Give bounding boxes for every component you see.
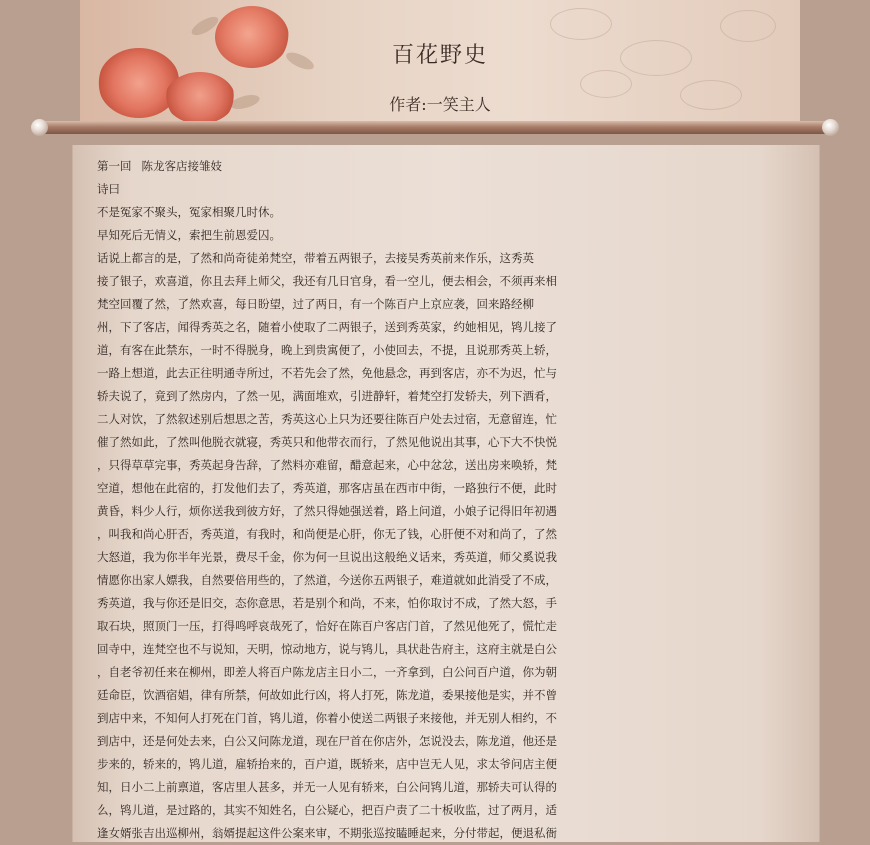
scroll-rod-knob-right (822, 119, 839, 136)
text-line: 梵空回覆了然，了然欢喜，每日盼望，过了两日，有一个陈百户上京应袭，回来路经柳 (97, 297, 534, 311)
chapter-text (97, 155, 799, 845)
text-line: 到店中，还是何处去来，白公又问陈龙道，现在尸首在你店外，怎说没去，陈龙道，他还是 (97, 734, 557, 748)
scroll-rod (40, 121, 830, 134)
text-line: 一路上想道，此去正往明通寺所过，不若先会了然，免他悬念，再到客店，亦不为迟，忙与 (97, 366, 557, 380)
book-title: 百花野史 (391, 43, 488, 68)
text-line: 大怒道，我为你半年光景，费尽千金，你为何一旦说出这般绝义话来，秀英道，师父奚说我 (97, 550, 557, 564)
text-line: 到店中来，不知何人打死在门首，鸨儿道，你着小使送二两银子来接他，并无别人相约，不 (97, 711, 557, 725)
text-line: ，只得草草完事，秀英起身告辞，了然料亦难留，醋意起来，心中忿忿，送出房来唤轿，梵 (97, 458, 557, 472)
text-line: ，叫我和尚心肝否，秀英道，有我时，和尚便是心肝，你无了钱，心肝便不对和尚了，了然 (97, 527, 557, 541)
book-author: 作者:一笑主人 (389, 95, 491, 114)
text-line: 催了然如此，了然叫他脱衣就寝，秀英只和他带衣而行，了然见他说出其事，心下大不快悦 (97, 435, 557, 449)
text-line: 轿夫说了，竟到了然房内，了然一见，满面堆欢，引进静轩，着梵空打发轿夫，列下酒肴， (97, 389, 557, 403)
text-line: 情愿你出家人嫖我，自然要倍用些的，了然道，今送你五两银子，难道就如此消受了不成， (97, 573, 557, 587)
text-line: 步来的，轿来的，鸨儿道，雇轿抬来的，百户道，既轿来，店中岂无人见，求太爷问店主便 (97, 757, 557, 771)
text-line: 廷命臣，饮酒宿娼，律有所禁，何故如此行凶，将人打死，陈龙道，委果接他是实，并不曾 (97, 688, 557, 702)
text-line: 州，下了客店，闻得秀英之名，随着小使取了二两银子，送到秀英家，约她相见，鸨儿接了 (97, 320, 557, 334)
text-line: 诗曰 (97, 182, 120, 196)
chapter-title: 陈龙客店接雏妓 (141, 159, 222, 173)
text-line: 秀英道，我与你还是旧交，态你意思，若是别个和尚，不来，怕你取讨不成，了然大怒，手 (97, 596, 557, 610)
header-banner (80, 0, 800, 122)
text-line: 取石块，照顶门一压，打得鸣呼哀哉死了，恰好在陈百户客店门首，了然见他死了，慌忙走 (97, 619, 557, 633)
text-line: 接了银子，欢喜道，你且去拜上师父，我还有几日官身，看一空儿，便去相会，不须再来相 (97, 274, 557, 288)
text-line: 早知死后无情义，索把生前恩爱囚。 (97, 228, 281, 242)
chapter-heading (97, 155, 799, 178)
chapter-body (97, 178, 799, 845)
text-line: 道，有客在此禁东，一时不得脱身，晚上到贵寓便了，小使回去，不提，且说那秀英上轿， (97, 343, 557, 357)
text-line: 不是冤家不聚头，冤家相聚几时休。 (97, 205, 281, 219)
text-line: 知，日小二上前禀道，客店里人甚多，并无一人见有轿来，白公问鸨儿道，那轿夫可认得的 (97, 780, 557, 794)
text-line: 回寺中，连梵空也不与说知，天明，惊动地方，说与鸨儿，具状赴告府主，这府主就是白公 (97, 642, 557, 656)
text-line: 么，鸨儿道，是过路的，其实不知姓名，白公疑心，把百户责了二十板收监，过了两月，适 (97, 803, 557, 817)
text-line: 黄昏，料少人行，烦你送我到彼方好，了然只得她强送着，路上问道，小娘子记得旧年初遇 (97, 504, 557, 518)
chapter-number: 第一回 (97, 159, 132, 173)
scroll-paper (72, 145, 820, 842)
text-line: 二人对饮，了然叙述别后想思之苦，秀英这心上只为还要往陈百户处去过宿，无意留连，忙 (97, 412, 557, 426)
text-line: 话说上都言的是，了然和尚奇徒弟梵空，带着五两银子，去接吴秀英前来作乐，这秀英 (97, 251, 534, 265)
text-line: 逢女婿张吉出巡柳州，翁婿提起这件公案来审，不期张巡按瞌睡起来，分付带起，便退私衙 (97, 826, 557, 840)
text-line: 空道，想他在此宿的，打发他们去了，秀英道，那客店虽在西市中街，一路独行不便，此时 (97, 481, 557, 495)
decorative-leaf-pattern (550, 8, 612, 40)
text-line: ，自老爷初任来在柳州，即差人将百户陈龙店主日小二，一齐拿到，白公问百户道，你为朝 (97, 665, 557, 679)
scroll-rod-knob-left (31, 119, 48, 136)
